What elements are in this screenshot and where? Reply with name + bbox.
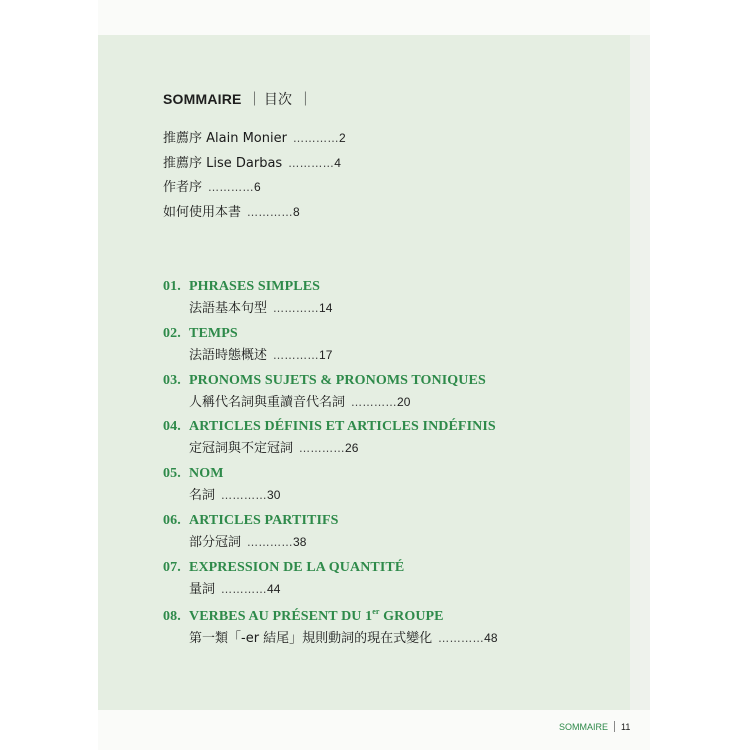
chapter-subtitle (189, 297, 498, 316)
dot-leader: ………… (221, 489, 268, 503)
page-title (163, 89, 314, 109)
chapter-number: 07. (163, 559, 181, 575)
chapter-number: 08. (163, 608, 181, 624)
chapter-entry[interactable] (163, 326, 498, 373)
chapter-number: 03. (163, 372, 181, 388)
chapter-subtitle-text: 名詞 (189, 488, 216, 504)
chapter-subtitle (189, 627, 498, 646)
front-matter-list (163, 127, 346, 225)
chapter-title-text: TEMPS (189, 325, 238, 341)
chapter-entry[interactable] (163, 419, 498, 466)
footer-section: SOMMAIRE (559, 722, 609, 732)
chapter-subtitle-text: 人稱代名詞與重讀音代名詞 (189, 394, 346, 410)
front-matter-label: 如何使用本書 (163, 204, 242, 220)
page-ref: 20 (397, 394, 411, 409)
chapter-subtitle (189, 484, 498, 503)
chapter-number: 02. (163, 325, 181, 341)
page-ref: 2 (338, 131, 346, 145)
dot-leader: ………… (438, 631, 485, 645)
chapter-entry[interactable] (163, 466, 498, 513)
chapter-entry[interactable] (163, 373, 498, 420)
dot-leader: ………… (351, 395, 398, 409)
front-matter-label: 作者序 (163, 180, 203, 195)
chapter-title-text: PRONOMS SUJETS & PRONOMS TONIQUES (189, 372, 486, 388)
chapter-subtitle-text: 第一類「-er 結尾」規則動詞的現在式變化 (189, 630, 433, 646)
front-matter-item[interactable] (163, 152, 346, 177)
page-ref: 4 (334, 155, 341, 170)
front-matter-item[interactable] (163, 201, 346, 226)
chapter-title-text: EXPRESSION DE LA QUANTITÉ (189, 559, 405, 575)
chapter-title-text: ARTICLES DÉFINIS ET ARTICLES INDÉFINIS (189, 419, 496, 435)
dot-leader: ………… (299, 442, 346, 456)
chapter-subtitle-text: 法語基本句型 (189, 301, 268, 316)
page-ref: 30 (267, 488, 281, 503)
chapter-entry[interactable] (163, 513, 498, 560)
chapter-title-tail: GROUPE (379, 608, 444, 624)
chapter-subtitle (189, 437, 498, 456)
page-ref: 38 (293, 534, 307, 549)
page-ref: 14 (319, 301, 333, 315)
chapter-entry[interactable] (163, 607, 498, 654)
chapter-title-text: VERBES AU PRÉSENT DU 1 (189, 608, 373, 624)
page-ref: 44 (267, 581, 281, 596)
chapter-number: 04. (163, 419, 181, 435)
footer-divider (614, 721, 615, 732)
chapter-subtitle (189, 391, 498, 410)
page-ref: 17 (319, 347, 333, 362)
title-cjk: 目次 (263, 92, 293, 108)
chapter-subtitle (189, 578, 498, 597)
front-matter-item[interactable] (163, 176, 346, 201)
chapter-title (163, 560, 498, 576)
chapter-subtitle-text: 法語時態概述 (189, 347, 268, 363)
title-separator: ｜ (247, 92, 262, 108)
chapter-title (163, 607, 498, 625)
dot-leader: ………… (273, 348, 320, 362)
chapter-subtitle (189, 531, 498, 550)
page-footer (559, 721, 630, 732)
dot-leader: ………… (247, 205, 294, 219)
ordinal-superscript: er (372, 606, 380, 616)
front-matter-item[interactable] (163, 127, 346, 152)
chapter-number: 01. (163, 279, 181, 294)
footer-page-number: 11 (621, 722, 631, 732)
dot-leader: ………… (292, 132, 339, 145)
dot-leader: ………… (288, 156, 335, 170)
page-ref: 6 (254, 180, 261, 194)
chapter-title-text: PHRASES SIMPLES (189, 279, 321, 294)
dot-leader: ………… (273, 302, 320, 315)
title-latin: SOMMAIRE (163, 91, 242, 107)
chapter-title-text: NOM (189, 466, 224, 482)
title-separator-end: ｜ (298, 92, 313, 108)
panel-edge (630, 35, 650, 710)
chapter-title (163, 326, 498, 342)
chapter-number: 05. (163, 466, 181, 482)
front-matter-label: 推薦序 Alain Monier (163, 131, 287, 146)
chapter-subtitle-text: 量詞 (189, 581, 216, 597)
chapter-subtitle-text: 部分冠詞 (189, 534, 242, 550)
chapter-entry[interactable] (163, 279, 498, 326)
page-ref: 48 (484, 630, 498, 645)
page-ref: 26 (345, 441, 359, 456)
chapter-title (163, 279, 498, 295)
dot-leader: ………… (247, 535, 294, 549)
chapter-title (163, 513, 498, 529)
chapter-number: 06. (163, 512, 181, 528)
dot-leader: ………… (221, 582, 268, 596)
front-matter-label: 推薦序 Lise Darbas (163, 155, 283, 171)
chapter-list (163, 279, 498, 653)
chapter-subtitle-text: 定冠詞與不定冠詞 (189, 441, 294, 457)
chapter-title (163, 466, 498, 482)
page-ref: 8 (293, 204, 300, 219)
chapter-title (163, 373, 498, 389)
dot-leader: ………… (208, 181, 255, 194)
chapter-entry[interactable] (163, 560, 498, 607)
chapter-subtitle (189, 344, 498, 363)
chapter-title-text: ARTICLES PARTITIFS (189, 512, 339, 528)
chapter-title (163, 419, 498, 435)
